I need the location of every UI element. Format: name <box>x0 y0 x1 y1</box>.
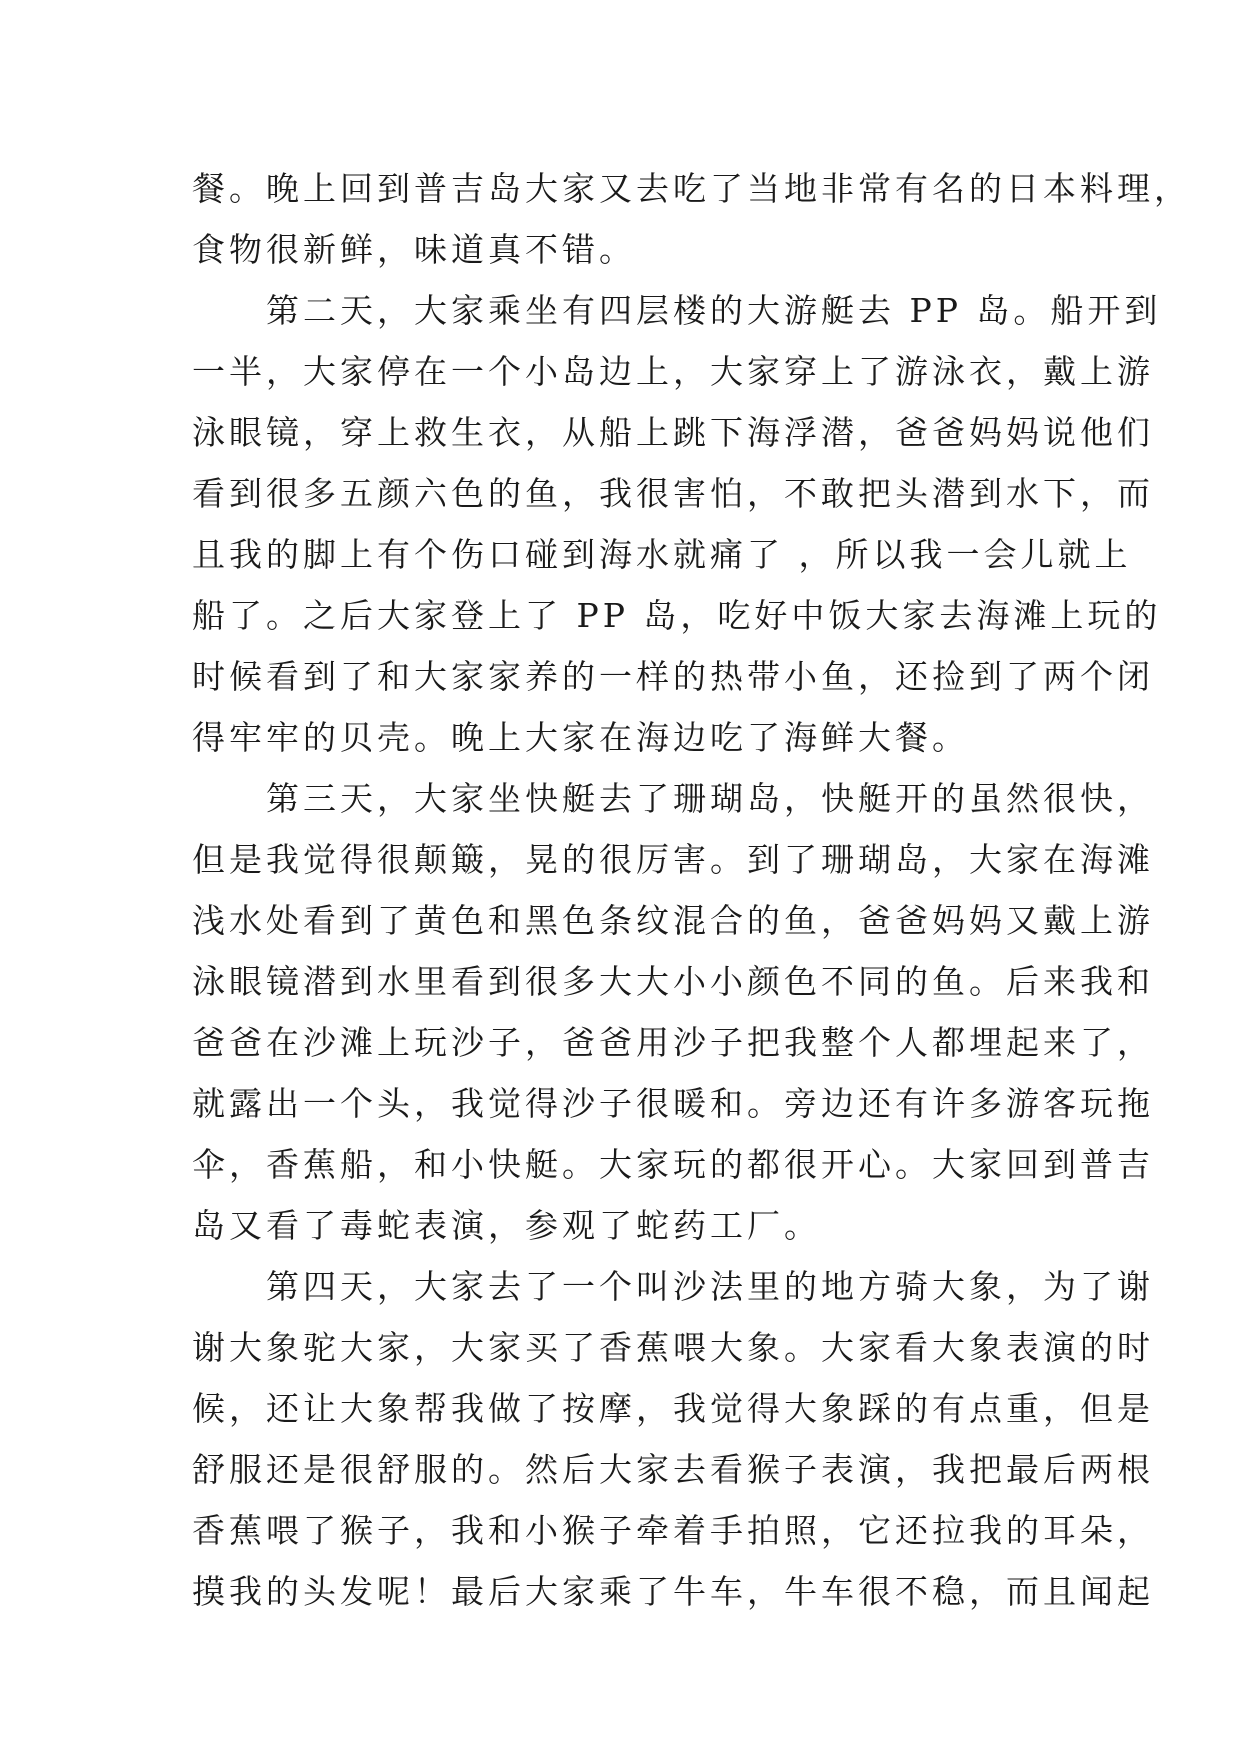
text-line: 食物很新鲜，味道真不错。 <box>192 230 636 269</box>
text-line: 得牢牢的贝壳。晚上大家在海边吃了海鲜大餐。 <box>192 718 969 757</box>
text-line: 但是我觉得很颠簸，晃的很厉害。到了珊瑚岛，大家在海滩 <box>192 840 1154 879</box>
text-line: 一半，大家停在一个小岛边上，大家穿上了游泳衣，戴上游 <box>192 352 1154 391</box>
text-line: 伞，香蕉船，和小快艇。大家玩的都很开心。大家回到普吉 <box>192 1145 1154 1184</box>
text-line: 看到很多五颜六色的鱼，我很害怕，不敢把头潜到水下，而 <box>192 474 1154 513</box>
text-line: 时候看到了和大家家养的一样的热带小鱼，还捡到了两个闭 <box>192 657 1154 696</box>
text-line: 第四天，大家去了一个叫沙法里的地方骑大象，为了谢 <box>192 1267 1154 1306</box>
text-line: 爸爸在沙滩上玩沙子，爸爸用沙子把我整个人都埋起来了， <box>192 1023 1154 1062</box>
text-line: 第三天，大家坐快艇去了珊瑚岛，快艇开的虽然很快， <box>192 779 1154 818</box>
text-line: 浅水处看到了黄色和黑色条纹混合的鱼，爸爸妈妈又戴上游 <box>192 901 1154 940</box>
text-line: 候，还让大象帮我做了按摩，我觉得大象踩的有点重，但是 <box>192 1389 1154 1428</box>
text-line: 第二天，大家乘坐有四层楼的大游艇去 PP 岛。船开到 <box>192 291 1162 330</box>
text-line: 就露出一个头，我觉得沙子很暖和。旁边还有许多游客玩拖 <box>192 1084 1154 1123</box>
text-line: 舒服还是很舒服的。然后大家去看猴子表演，我把最后两根 <box>192 1450 1154 1489</box>
text-line: 谢大象驼大家，大家买了香蕉喂大象。大家看大象表演的时 <box>192 1328 1154 1367</box>
text-line: 摸我的头发呢！最后大家乘了牛车，牛车很不稳，而且闻起 <box>192 1572 1154 1611</box>
text-line: 香蕉喂了猴子，我和小猴子牵着手拍照，它还拉我的耳朵， <box>192 1511 1154 1550</box>
text-line: 船了。之后大家登上了 PP 岛，吃好中饭大家去海滩上玩的 <box>192 596 1162 635</box>
text-line: 泳眼镜，穿上救生衣，从船上跳下海浮潜，爸爸妈妈说他们 <box>192 413 1154 452</box>
text-line: 泳眼镜潜到水里看到很多大大小小颜色不同的鱼。后来我和 <box>192 962 1154 1001</box>
text-line: 且我的脚上有个伤口碰到海水就痛了 ，所以我一会儿就上 <box>192 535 1132 574</box>
body-text <box>192 158 1191 1622</box>
text-line: 岛又看了毒蛇表演，参观了蛇药工厂。 <box>192 1206 821 1245</box>
text-line: 餐。晚上回到普吉岛大家又去吃了当地非常有名的日本料理， <box>192 169 1191 208</box>
